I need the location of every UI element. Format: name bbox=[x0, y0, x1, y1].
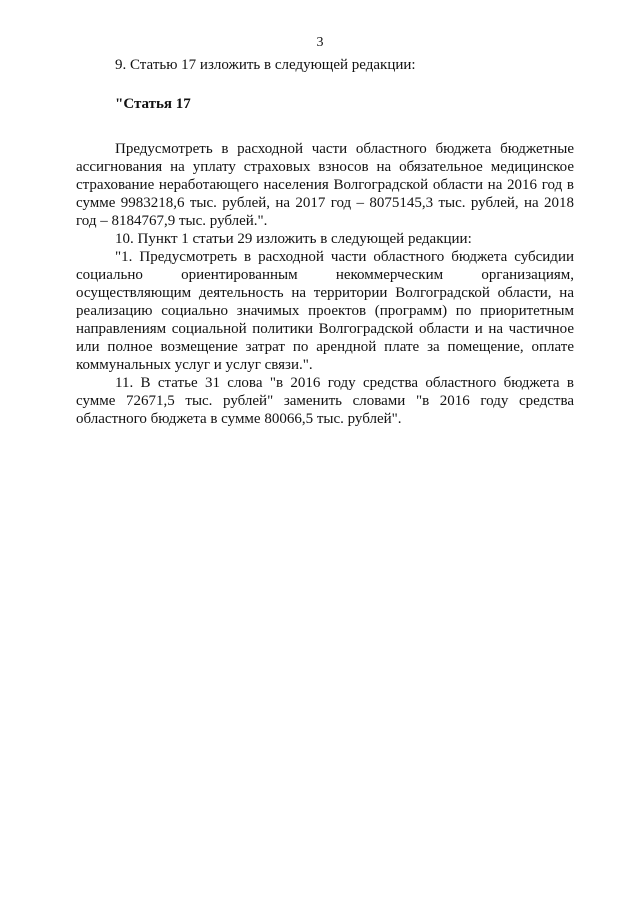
page-number: 3 bbox=[316, 35, 324, 50]
paragraph-item-10: 10. Пункт 1 статьи 29 изложить в следующей редакции: bbox=[115, 231, 472, 247]
paragraph-item-9: 9. Статью 17 изложить в следующей редакции: bbox=[115, 57, 416, 73]
document-body bbox=[76, 56, 574, 428]
article-17-text: Предусмотреть в расходной части областного бюджета бюджетные ассигнования на уплату страховых взносов на обязательное медицинское страхование неработающего населения Волгоградской области на 2016 год в сумме 9983218,6 тыс. рублей, на 2017 год – 8075145,3 тыс. рублей, на 2018 год – 8184767,9 тыс. рублей.". bbox=[76, 141, 574, 229]
article-heading: "Статья 17 bbox=[115, 96, 191, 112]
paragraph-item-11: 11. В статье 31 слова "в 2016 году средства областного бюджета в сумме 72671,5 тыс. рублей" заменить словами "в 2016 году средства областного бюджета в сумме 80066,5 тыс. рублей". bbox=[76, 375, 574, 427]
point-1-text: "1. Предусмотреть в расходной части областного бюджета субсидии социально ориентированным некоммерческим организациям, осуществляющим деятельность на территории Волгоградской области, на реализацию социально значимых проектов (программ) по приоритетным направлениям социальной политики Волгоградской области и на частичное или полное возмещение затрат по арендной плате за помещение, оплате коммунальных услуг и услуг связи.". bbox=[76, 249, 574, 373]
